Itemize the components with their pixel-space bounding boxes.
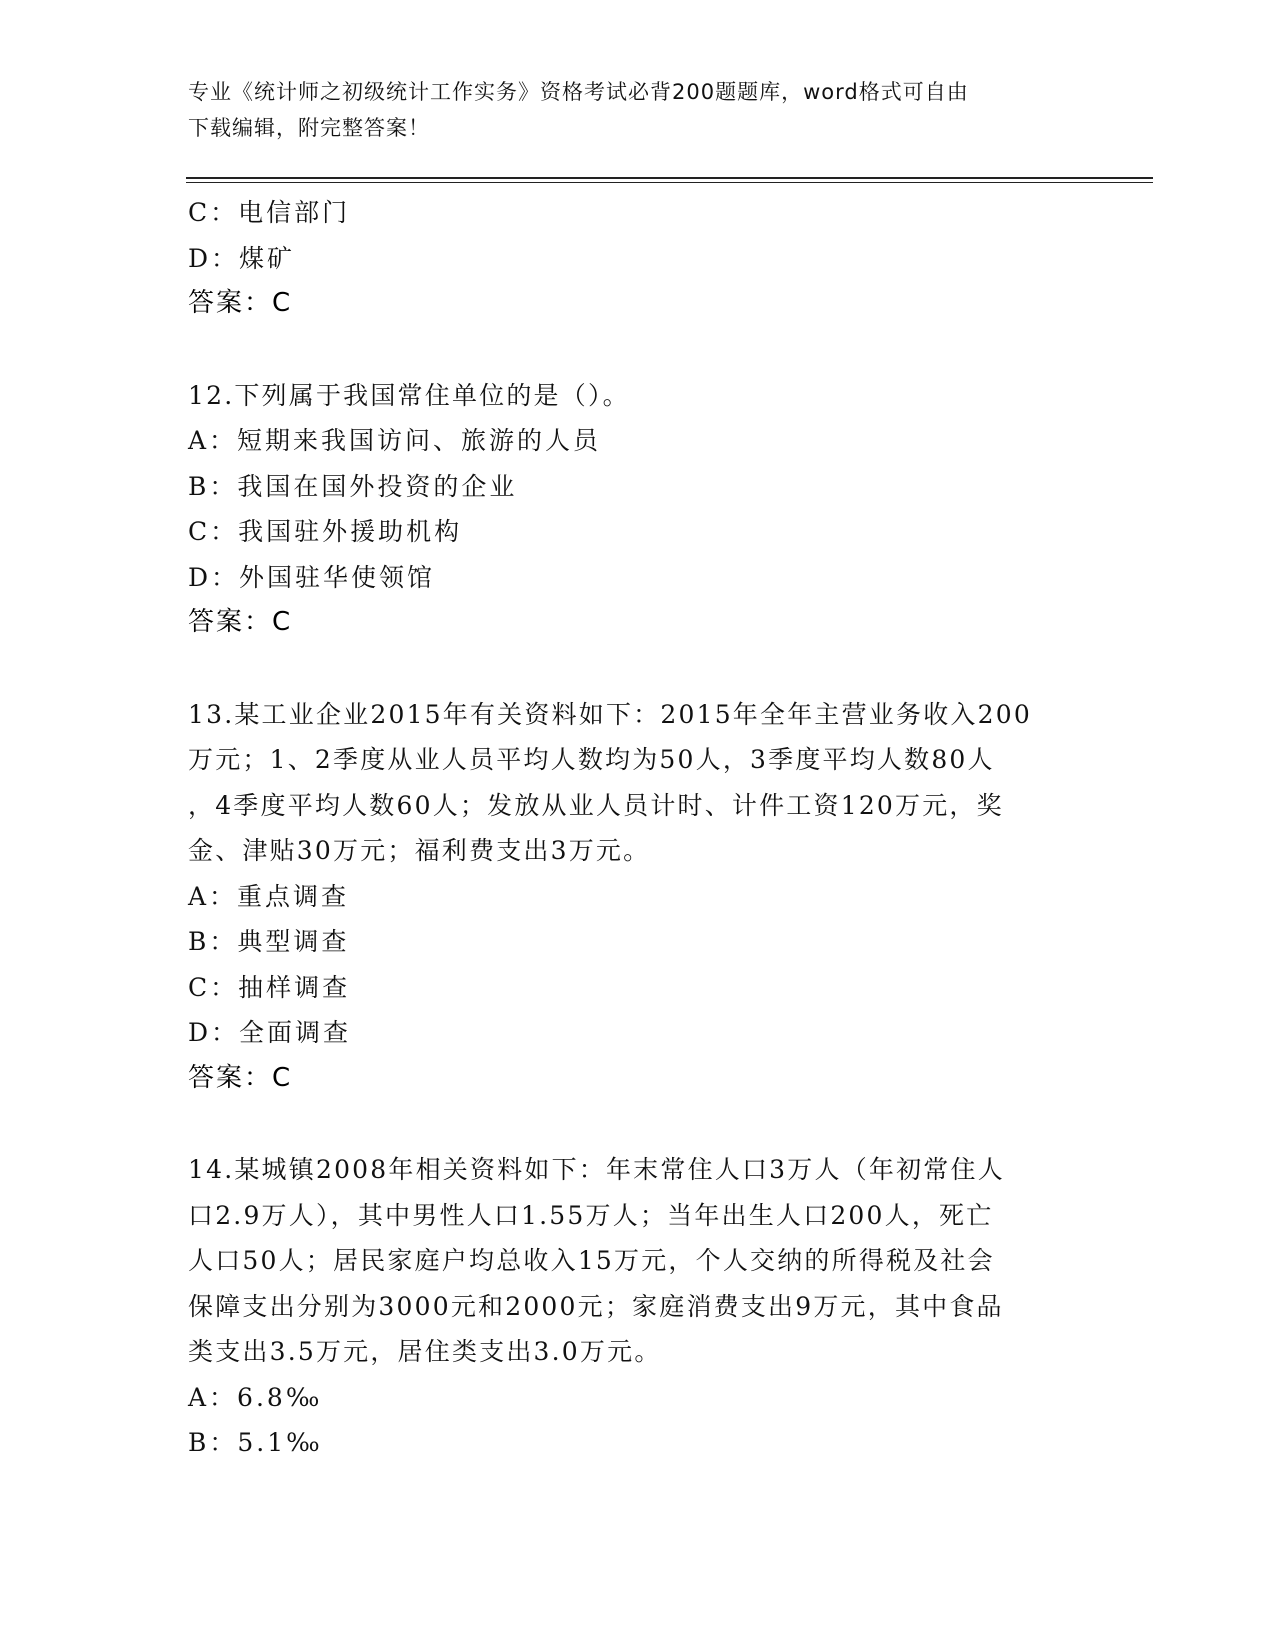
option-a: A：6.8‰ (188, 1382, 323, 1412)
spacer (188, 327, 1088, 373)
answer-line: 答案：C (188, 607, 293, 637)
spacer (188, 1101, 1088, 1147)
option-c: C：抽样调查 (188, 972, 351, 1002)
question-13 (188, 692, 1088, 1102)
option-a: A：重点调查 (188, 881, 350, 911)
header-rule-thin (186, 182, 1153, 183)
option-a: A：短期来我国访问、旅游的人员 (188, 426, 602, 455)
answer-line: 答案：C (188, 288, 293, 318)
option-b: B：典型调查 (188, 927, 350, 956)
question-stem-line: 金、津贴30万元；福利费支出3万元。 (188, 836, 651, 865)
question-12 (188, 373, 1088, 646)
document-header (188, 74, 1088, 146)
question-list (188, 190, 1088, 1466)
option-c: C：电信部门 (188, 198, 351, 227)
option-d: D：全面调查 (188, 1018, 352, 1047)
option-c: C：我国驻外援助机构 (188, 517, 463, 546)
header-line-1: 专业《统计师之初级统计工作实务》资格考试必背200题题库，word格式可自由 (188, 80, 969, 104)
option-b: B：我国在国外投资的企业 (188, 471, 518, 501)
header-rule-thick (186, 177, 1153, 179)
question-stem-line: 14.某城镇2008年相关资料如下：年末常住人口3万人（年初常住人 (188, 1155, 1005, 1184)
question-stem-line: ，4季度平均人数60人；发放从业人员计时、计件工资120万元，奖 (188, 790, 1004, 820)
question-stem-line: 人口50人；居民家庭户均总收入15万元，个人交纳的所得税及社会 (188, 1246, 995, 1275)
header-line-2: 下载编辑，附完整答案！ (188, 116, 430, 140)
question-14 (188, 1147, 1088, 1466)
option-d: D：煤矿 (188, 243, 296, 273)
question-stem-line: 万元；1、2季度从业人员平均人数均为50人，3季度平均人数80人 (188, 745, 995, 774)
question-stem-line: 口2.9万人），其中男性人口1.55万人；当年出生人口200人，死亡 (188, 1200, 994, 1230)
option-b: B：5.1‰ (188, 1428, 323, 1457)
question-stem-line: 保障支出分别为3000元和2000元；家庭消费支出9万元，其中食品 (188, 1291, 1004, 1321)
question-stem: 12.下列属于我国常住单位的是（）。 (188, 380, 630, 410)
question-stem-line: 类支出3.5万元，居住类支出3.0万元。 (188, 1337, 662, 1366)
option-d: D：外国驻华使领馆 (188, 562, 436, 592)
question-stem-line: 13.某工业企业2015年有关资料如下：2015年全年主营业务收入200 (188, 699, 1032, 729)
spacer (188, 646, 1088, 692)
question-11 (188, 190, 1088, 327)
answer-line: 答案：C (188, 1062, 293, 1093)
